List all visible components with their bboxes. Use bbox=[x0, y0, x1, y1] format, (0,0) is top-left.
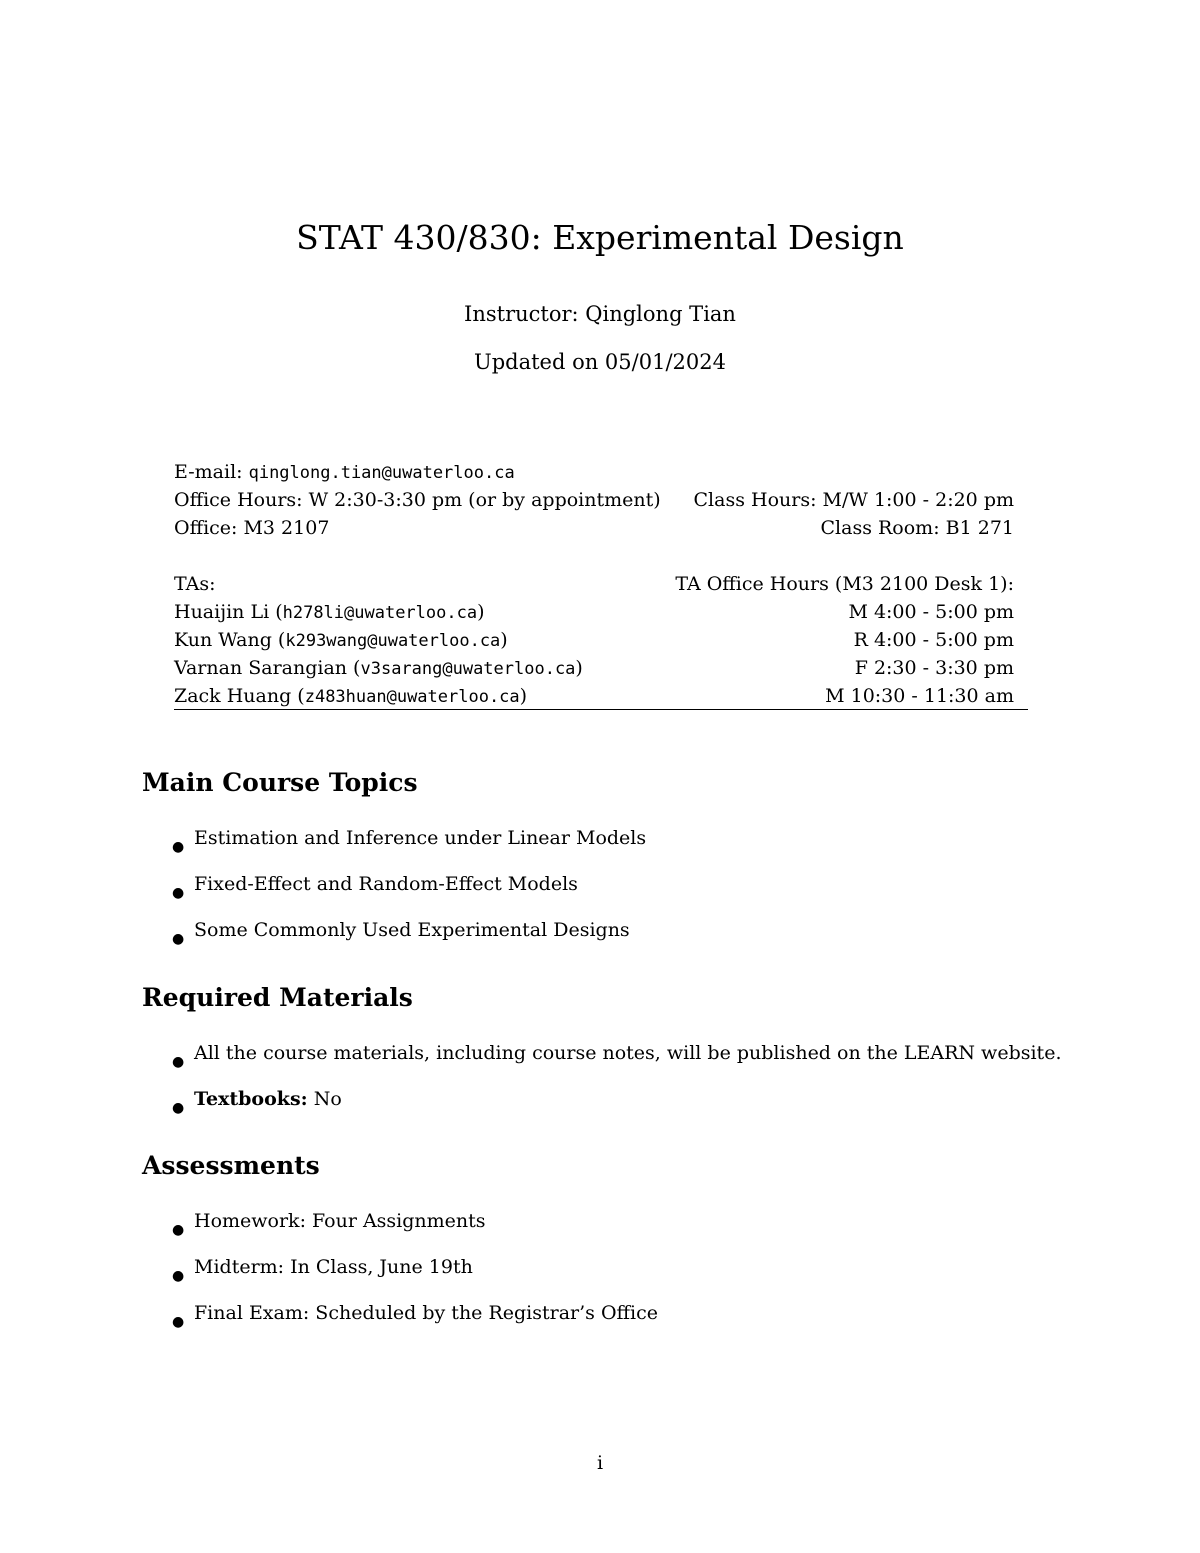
ta-entry bbox=[174, 654, 583, 683]
office-row bbox=[174, 514, 1028, 542]
ta-paren: ) bbox=[519, 685, 528, 707]
list-item bbox=[172, 824, 646, 870]
list-item-text: Midterm: In Class, June 19th bbox=[194, 1256, 473, 1278]
list-item bbox=[172, 916, 646, 962]
topics-list bbox=[172, 824, 646, 962]
list-item-text: All the course materials, including course notes, will be published on the LEARN website. bbox=[194, 1042, 1062, 1064]
ta-row bbox=[174, 626, 1028, 654]
ta-paren: ) bbox=[575, 657, 583, 679]
ta-hours: R 4:00 - 5:00 pm bbox=[853, 629, 1014, 651]
ta-entry bbox=[174, 626, 508, 655]
textbooks-label: Textbooks: bbox=[194, 1088, 308, 1110]
list-item bbox=[172, 870, 646, 916]
office: Office: M3 2107 bbox=[174, 517, 330, 539]
list-item-text: Some Commonly Used Experimental Designs bbox=[194, 919, 630, 941]
ta-header-row bbox=[174, 570, 1028, 598]
ta-office-hours-label: TA Office Hours (M3 2100 Desk 1): bbox=[675, 573, 1014, 595]
bullet-icon: ● bbox=[172, 885, 185, 901]
ta-email: h278li@uwaterloo.ca bbox=[282, 603, 478, 623]
list-item bbox=[172, 1207, 658, 1253]
ta-hours: M 10:30 - 11:30 am bbox=[825, 685, 1014, 707]
page-title: STAT 430/830: Experimental Design bbox=[296, 218, 904, 257]
ta-row bbox=[174, 598, 1028, 626]
bullet-icon: ● bbox=[172, 839, 185, 855]
bullet-icon: ● bbox=[172, 931, 185, 947]
textbooks-value: No bbox=[307, 1088, 342, 1110]
ta-row bbox=[174, 654, 1028, 682]
tas-label: TAs: bbox=[174, 573, 216, 595]
ta-name: Varnan Sarangian ( bbox=[174, 657, 361, 679]
ta-hours: F 2:30 - 3:30 pm bbox=[854, 657, 1014, 679]
list-item bbox=[172, 1039, 1061, 1085]
email-entry bbox=[174, 458, 515, 487]
ta-row bbox=[174, 682, 1028, 710]
list-item-text: Final Exam: Scheduled by the Registrar’s Office bbox=[194, 1302, 658, 1324]
list-item-text: Estimation and Inference under Linear Models bbox=[194, 827, 647, 849]
instructor-line: Instructor: Qinglong Tian bbox=[464, 302, 736, 326]
class-hours: Class Hours: M/W 1:00 - 2:20 pm bbox=[693, 489, 1014, 511]
list-item bbox=[172, 1299, 658, 1345]
bullet-icon: ● bbox=[172, 1054, 185, 1070]
section-heading-topics: Main Course Topics bbox=[142, 768, 418, 797]
ta-entry bbox=[174, 682, 527, 711]
ta-email: z483huan@uwaterloo.ca bbox=[304, 687, 520, 707]
email-row bbox=[174, 458, 1028, 486]
list-item-text: Fixed-Effect and Random-Effect Models bbox=[194, 873, 578, 895]
section-heading-materials: Required Materials bbox=[142, 983, 413, 1012]
bullet-icon: ● bbox=[172, 1100, 185, 1116]
table-bottom-rule bbox=[174, 709, 1028, 710]
ta-email: v3sarang@uwaterloo.ca bbox=[360, 659, 576, 679]
office-hours-row bbox=[174, 486, 1028, 514]
instructor-email: qinglong.tian@uwaterloo.ca bbox=[248, 463, 515, 483]
class-room: Class Room: B1 271 bbox=[820, 517, 1014, 539]
bullet-icon: ● bbox=[172, 1314, 185, 1330]
updated-date: Updated on 05/01/2024 bbox=[474, 350, 726, 374]
assessments-list bbox=[172, 1207, 658, 1345]
materials-list bbox=[172, 1039, 1061, 1131]
ta-paren: ) bbox=[477, 601, 485, 623]
list-item bbox=[172, 1253, 658, 1299]
email-label: E-mail: bbox=[174, 461, 249, 483]
bullet-icon: ● bbox=[172, 1268, 185, 1284]
list-item-text: Homework: Four Assignments bbox=[194, 1210, 486, 1232]
ta-entry bbox=[174, 598, 485, 627]
ta-name: Zack Huang ( bbox=[174, 685, 305, 707]
ta-name: Kun Wang ( bbox=[174, 629, 286, 651]
ta-hours: M 4:00 - 5:00 pm bbox=[848, 601, 1014, 623]
ta-paren: ) bbox=[500, 629, 508, 651]
section-heading-assessments: Assessments bbox=[142, 1151, 320, 1180]
ta-name: Huaijin Li ( bbox=[174, 601, 283, 623]
bullet-icon: ● bbox=[172, 1222, 185, 1238]
office-hours: Office Hours: W 2:30-3:30 pm (or by appointment) bbox=[174, 489, 661, 511]
page-number: i bbox=[596, 1452, 604, 1474]
ta-email: k293wang@uwaterloo.ca bbox=[285, 631, 501, 651]
list-item bbox=[172, 1085, 1061, 1131]
